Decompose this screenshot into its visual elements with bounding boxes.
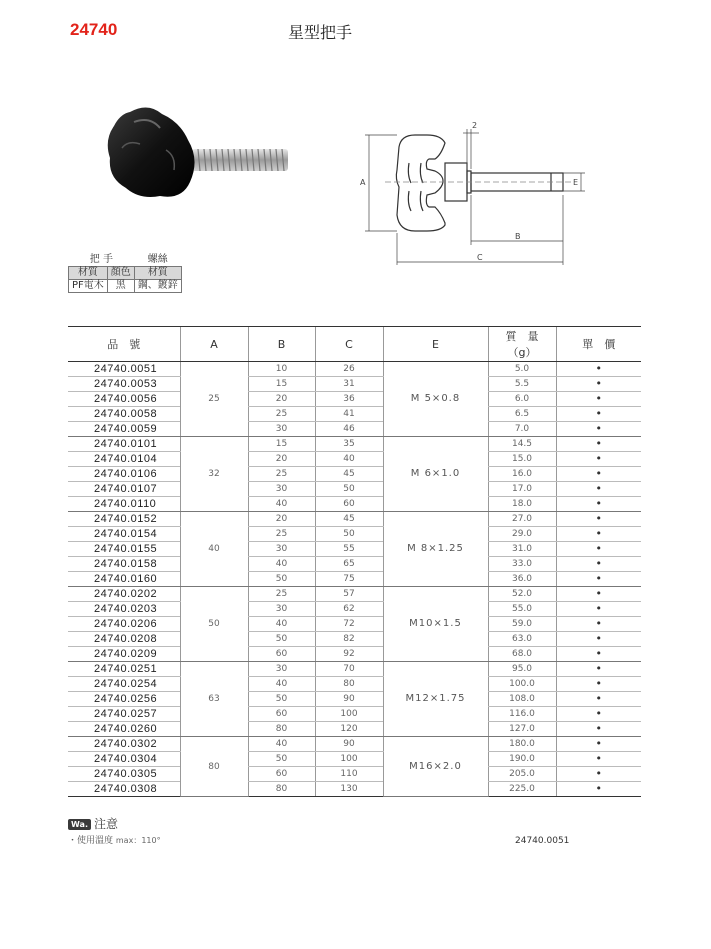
price-cell: • [556, 362, 641, 377]
spec-table [68, 326, 641, 797]
dim-c-cell: 110 [315, 767, 383, 782]
dim-c-cell: 82 [315, 632, 383, 647]
mass-cell: 15.0 [488, 452, 556, 467]
table-row [68, 377, 641, 392]
col-header-part: 品 號 [68, 327, 180, 362]
dim-b-cell: 25 [248, 587, 315, 602]
dim-b-cell: 50 [248, 752, 315, 767]
table-row [68, 677, 641, 692]
dim-label-e: E [573, 178, 579, 187]
product-photo [100, 100, 300, 240]
part-number-cell: 24740.0155 [68, 542, 180, 557]
dim-c-cell: 36 [315, 392, 383, 407]
part-number-cell: 24740.0305 [68, 767, 180, 782]
table-row [68, 572, 641, 587]
price-cell: • [556, 737, 641, 752]
dim-c-cell: 50 [315, 482, 383, 497]
dim-b-cell: 30 [248, 662, 315, 677]
table-row [68, 497, 641, 512]
part-number-cell: 24740.0154 [68, 527, 180, 542]
price-cell: • [556, 692, 641, 707]
price-cell: • [556, 467, 641, 482]
table-row [68, 482, 641, 497]
part-number-cell: 24740.0251 [68, 662, 180, 677]
price-cell: • [556, 512, 641, 527]
dim-a-cell: 50 [180, 587, 248, 662]
dim-c-cell: 75 [315, 572, 383, 587]
note-item-text: ・使用溫度 [68, 836, 114, 846]
part-number-cell: 24740.0106 [68, 467, 180, 482]
dim-c-cell: 72 [315, 617, 383, 632]
price-cell: • [556, 662, 641, 677]
dim-c-cell: 45 [315, 512, 383, 527]
mass-cell: 225.0 [488, 782, 556, 797]
dim-b-cell: 25 [248, 467, 315, 482]
dim-b-cell: 20 [248, 392, 315, 407]
dim-b-cell: 50 [248, 572, 315, 587]
mass-cell: 180.0 [488, 737, 556, 752]
part-number-cell: 24740.0203 [68, 602, 180, 617]
col-header-mass [488, 327, 556, 362]
dim-c-cell: 65 [315, 557, 383, 572]
part-number-cell: 24740.0256 [68, 692, 180, 707]
part-number-cell: 24740.0158 [68, 557, 180, 572]
mass-label: 質 量 [505, 330, 539, 343]
mass-cell: 5.0 [488, 362, 556, 377]
part-number-cell: 24740.0107 [68, 482, 180, 497]
price-cell: • [556, 542, 641, 557]
dim-b-cell: 60 [248, 707, 315, 722]
price-cell: • [556, 437, 641, 452]
table-row [68, 752, 641, 767]
order-example: 24740.0051 [515, 836, 570, 846]
part-number-cell: 24740.0053 [68, 377, 180, 392]
mass-cell: 55.0 [488, 602, 556, 617]
thread-e-cell: M 5×0.8 [383, 362, 488, 437]
table-row [68, 782, 641, 797]
mass-cell: 6.0 [488, 392, 556, 407]
price-cell: • [556, 782, 641, 797]
dim-b-cell: 20 [248, 452, 315, 467]
mass-cell: 63.0 [488, 632, 556, 647]
material-head-screw: 螺絲 [134, 254, 181, 267]
dim-b-cell: 15 [248, 437, 315, 452]
mass-cell: 18.0 [488, 497, 556, 512]
notes-badge: Wa. [68, 819, 91, 830]
dim-c-cell: 55 [315, 542, 383, 557]
table-row [68, 437, 641, 452]
price-cell: • [556, 527, 641, 542]
dim-c-cell: 57 [315, 587, 383, 602]
dim-c-cell: 26 [315, 362, 383, 377]
dim-c-cell: 130 [315, 782, 383, 797]
price-cell: • [556, 572, 641, 587]
price-cell: • [556, 677, 641, 692]
dim-b-cell: 30 [248, 422, 315, 437]
part-number-cell: 24740.0056 [68, 392, 180, 407]
dim-b-cell: 40 [248, 497, 315, 512]
mass-cell: 100.0 [488, 677, 556, 692]
dim-b-cell: 50 [248, 632, 315, 647]
dim-b-cell: 60 [248, 647, 315, 662]
table-row [68, 452, 641, 467]
price-cell: • [556, 377, 641, 392]
part-number-cell: 24740.0058 [68, 407, 180, 422]
thread-e-cell: M16×2.0 [383, 737, 488, 797]
dim-a-cell: 40 [180, 512, 248, 587]
table-row [68, 767, 641, 782]
col-header-e: E [383, 327, 488, 362]
material-sub-color: 顏色 [107, 267, 134, 280]
dim-b-cell: 30 [248, 602, 315, 617]
part-number-cell: 24740.0152 [68, 512, 180, 527]
part-number-cell: 24740.0059 [68, 422, 180, 437]
mass-cell: 31.0 [488, 542, 556, 557]
price-cell: • [556, 767, 641, 782]
mass-cell: 29.0 [488, 527, 556, 542]
price-cell: • [556, 452, 641, 467]
notes-heading: 注意 [93, 817, 118, 831]
part-number-cell: 24740.0308 [68, 782, 180, 797]
dim-b-cell: 60 [248, 767, 315, 782]
price-cell: • [556, 707, 641, 722]
table-row [68, 557, 641, 572]
table-row [68, 587, 641, 602]
mass-cell: 52.0 [488, 587, 556, 602]
price-cell: • [556, 557, 641, 572]
mass-cell: 6.5 [488, 407, 556, 422]
thread-e-cell: M 6×1.0 [383, 437, 488, 512]
dim-a-cell: 32 [180, 437, 248, 512]
dim-label-b: B [515, 232, 521, 241]
part-number-cell: 24740.0302 [68, 737, 180, 752]
part-number-cell: 24740.0209 [68, 647, 180, 662]
mass-cell: 14.5 [488, 437, 556, 452]
material-value-color: 黑 [107, 280, 134, 293]
dim-b-cell: 25 [248, 527, 315, 542]
page-title: 星型把手 [288, 23, 353, 42]
price-cell: • [556, 722, 641, 737]
dim-a-cell: 25 [180, 362, 248, 437]
dim-c-cell: 100 [315, 752, 383, 767]
table-row [68, 617, 641, 632]
part-number-cell: 24740.0160 [68, 572, 180, 587]
price-cell: • [556, 752, 641, 767]
part-number-cell: 24740.0051 [68, 362, 180, 377]
dim-label-a: A [360, 178, 366, 187]
table-row [68, 737, 641, 752]
col-header-a: A [180, 327, 248, 362]
thread-e-cell: M 8×1.25 [383, 512, 488, 587]
part-number-cell: 24740.0104 [68, 452, 180, 467]
note-item-max: max：110° [115, 836, 161, 845]
dim-c-cell: 35 [315, 437, 383, 452]
dim-c-cell: 45 [315, 467, 383, 482]
price-cell: • [556, 632, 641, 647]
part-number-cell: 24740.0304 [68, 752, 180, 767]
dim-c-cell: 90 [315, 692, 383, 707]
part-number-cell: 24740.0110 [68, 497, 180, 512]
table-row [68, 692, 641, 707]
mass-cell: 16.0 [488, 467, 556, 482]
col-header-price: 單 價 [556, 327, 641, 362]
dim-b-cell: 30 [248, 542, 315, 557]
col-header-c: C [315, 327, 383, 362]
dim-c-cell: 90 [315, 737, 383, 752]
mass-cell: 127.0 [488, 722, 556, 737]
dim-b-cell: 15 [248, 377, 315, 392]
price-cell: • [556, 482, 641, 497]
product-code: 24740 [70, 20, 118, 39]
dim-c-cell: 41 [315, 407, 383, 422]
dim-c-cell: 50 [315, 527, 383, 542]
dim-c-cell: 40 [315, 452, 383, 467]
mass-cell: 36.0 [488, 572, 556, 587]
spec-table-body [68, 362, 641, 797]
mass-cell: 27.0 [488, 512, 556, 527]
material-sub-material: 材質 [69, 267, 108, 280]
dim-a-cell: 80 [180, 737, 248, 797]
price-cell: • [556, 407, 641, 422]
dim-a-cell: 63 [180, 662, 248, 737]
notes-heading-row [68, 815, 118, 832]
mass-cell: 7.0 [488, 422, 556, 437]
dim-b-cell: 80 [248, 722, 315, 737]
part-number-cell: 24740.0208 [68, 632, 180, 647]
dim-b-cell: 80 [248, 782, 315, 797]
table-row [68, 362, 641, 377]
mass-unit: （g） [507, 346, 537, 359]
part-number-cell: 24740.0254 [68, 677, 180, 692]
dim-b-cell: 10 [248, 362, 315, 377]
table-row [68, 632, 641, 647]
price-cell: • [556, 392, 641, 407]
table-row [68, 512, 641, 527]
dim-label-2: 2 [472, 121, 478, 130]
dim-b-cell: 40 [248, 557, 315, 572]
material-head-handle: 把 手 [69, 254, 135, 267]
price-cell: • [556, 647, 641, 662]
dim-c-cell: 60 [315, 497, 383, 512]
mass-cell: 33.0 [488, 557, 556, 572]
price-cell: • [556, 422, 641, 437]
dim-b-cell: 50 [248, 692, 315, 707]
dim-c-cell: 92 [315, 647, 383, 662]
col-header-b: B [248, 327, 315, 362]
dim-c-cell: 120 [315, 722, 383, 737]
dim-c-cell: 62 [315, 602, 383, 617]
dim-b-cell: 40 [248, 737, 315, 752]
dim-b-cell: 40 [248, 677, 315, 692]
table-row [68, 542, 641, 557]
mass-cell: 68.0 [488, 647, 556, 662]
part-number-cell: 24740.0257 [68, 707, 180, 722]
mass-cell: 5.5 [488, 377, 556, 392]
table-row [68, 467, 641, 482]
price-cell: • [556, 602, 641, 617]
table-row [68, 407, 641, 422]
mass-cell: 108.0 [488, 692, 556, 707]
thread-e-cell: M10×1.5 [383, 587, 488, 662]
table-row [68, 392, 641, 407]
material-value-material: PF電木 [69, 280, 108, 293]
table-row [68, 602, 641, 617]
mass-cell: 17.0 [488, 482, 556, 497]
mass-cell: 95.0 [488, 662, 556, 677]
mass-cell: 190.0 [488, 752, 556, 767]
note-item [68, 833, 161, 846]
dim-label-c: C [477, 253, 483, 262]
thread-e-cell: M12×1.75 [383, 662, 488, 737]
price-cell: • [556, 587, 641, 602]
material-table [68, 254, 182, 293]
table-row [68, 527, 641, 542]
dim-c-cell: 70 [315, 662, 383, 677]
mass-cell: 116.0 [488, 707, 556, 722]
price-cell: • [556, 617, 641, 632]
part-number-cell: 24740.0101 [68, 437, 180, 452]
table-row [68, 722, 641, 737]
part-number-cell: 24740.0260 [68, 722, 180, 737]
dim-b-cell: 20 [248, 512, 315, 527]
dim-b-cell: 30 [248, 482, 315, 497]
price-cell: • [556, 497, 641, 512]
part-number-cell: 24740.0202 [68, 587, 180, 602]
part-number-cell: 24740.0206 [68, 617, 180, 632]
dim-c-cell: 46 [315, 422, 383, 437]
table-row [68, 707, 641, 722]
dimension-drawing [345, 115, 585, 275]
material-sub-screw-material: 材質 [134, 267, 181, 280]
dim-b-cell: 25 [248, 407, 315, 422]
mass-cell: 59.0 [488, 617, 556, 632]
table-row [68, 647, 641, 662]
dim-b-cell: 40 [248, 617, 315, 632]
table-row [68, 422, 641, 437]
material-value-screw: 鋼、鍍鋅 [134, 280, 181, 293]
dim-c-cell: 100 [315, 707, 383, 722]
table-row [68, 662, 641, 677]
mass-cell: 205.0 [488, 767, 556, 782]
dim-c-cell: 80 [315, 677, 383, 692]
dim-c-cell: 31 [315, 377, 383, 392]
